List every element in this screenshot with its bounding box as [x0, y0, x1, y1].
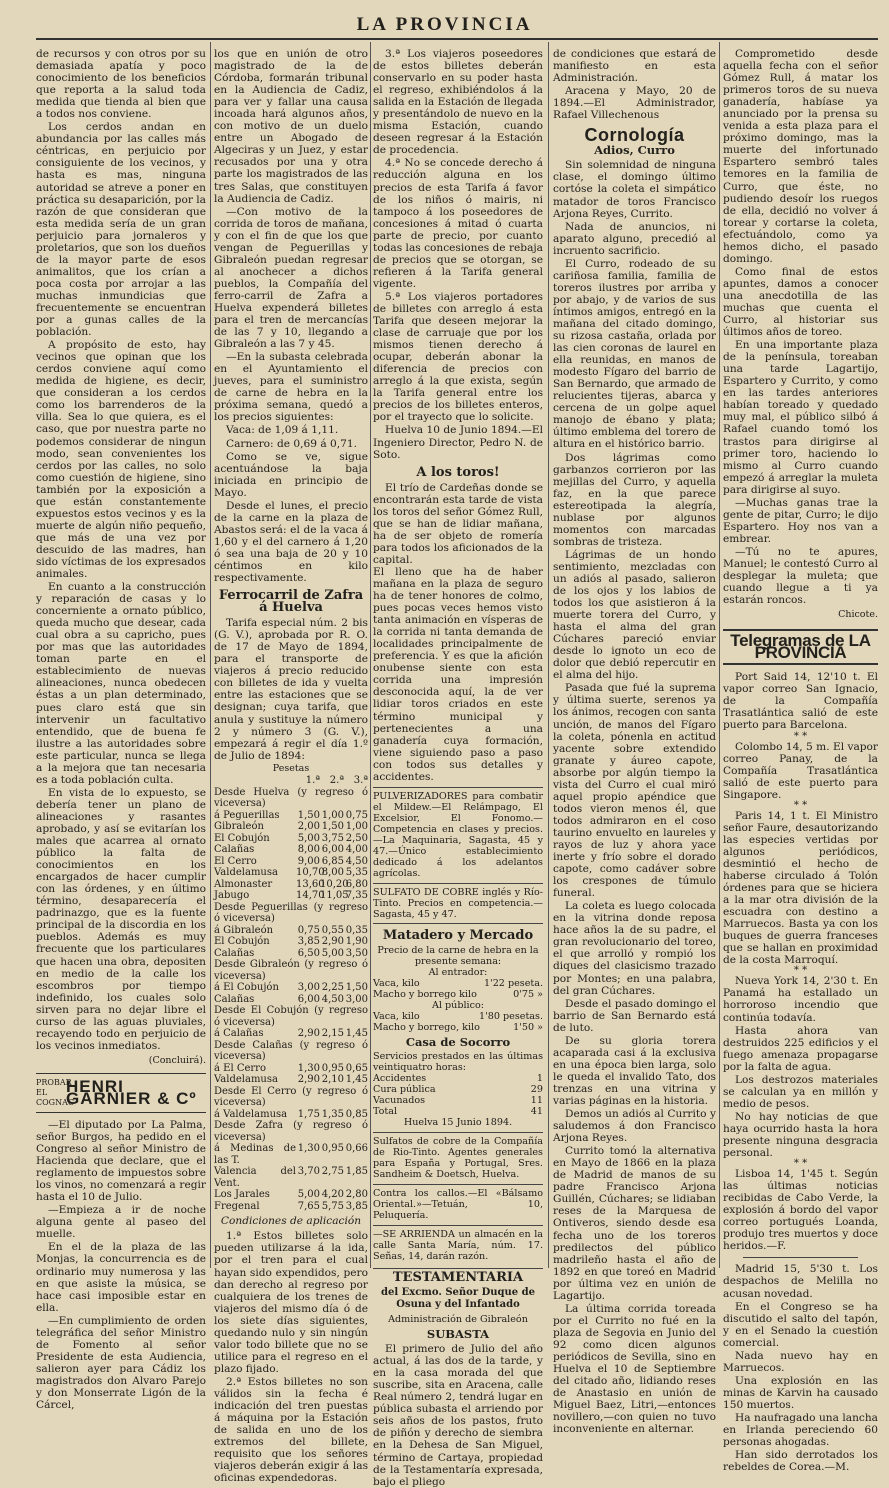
classified-ad: SULFATO DE COBRE inglés y Río-Tinto. Precios en competencia.—Sagasta, 45 y 47. — [373, 883, 543, 924]
fare-price: 2,00 — [297, 821, 320, 833]
fare-station: á Medinas de las T. — [214, 1143, 296, 1166]
fare-price: 2,15 — [321, 1028, 344, 1040]
fare-price: 3,00 — [297, 982, 320, 994]
column-3 — [373, 48, 543, 1488]
telegram: No hay noticias de que haya ocurrido hasta la hora presente ninguna desgracia personal. — [723, 1110, 878, 1160]
telegram: Los destrozos materiales se calculan ya en millón y medio de pesos. — [723, 1073, 878, 1110]
fare-price: 1,90 — [345, 936, 368, 948]
fare-price: 10,20 — [320, 878, 349, 890]
section-intro: Servicios prestados en las últimas veintiquatro horas: — [373, 1050, 543, 1073]
section-title: Telegramas de LA PROVINCIA — [723, 629, 878, 665]
column-divider — [719, 42, 720, 1268]
fare-row — [214, 1074, 368, 1086]
price-list — [373, 1011, 543, 1033]
article-paragraph: Dos lágrimas como garbanzos corrieron por las mejillas del Curro, y aquella faz, en la que parece estereotipada la alegría, nublase por algunos momentos con marcadas sombras de tristeza. — [553, 451, 716, 548]
fare-row — [214, 982, 368, 994]
article-paragraph: Desde el lunes, el precio de la carne en la plaza de Abastos será: el de la vaca á 1,60 y el del carnero á 1,20 ó sea una baja de 20 y 10 céntimos en kilo respectivamente. — [214, 499, 368, 585]
fare-row — [214, 925, 368, 937]
fare-row — [214, 890, 368, 902]
article-paragraph: Como final de estos apuntes, damos a conocer una anecdotilla de las muchas que cuenta el Curro, al historiar sus últimos años de toreo. — [723, 265, 878, 339]
classified-ad: Contra los callos.—El «Bálsamo Oriental.»—Tetuán, 10, Peluquería. — [373, 1184, 543, 1221]
article-paragraph: Desde el pasado domingo el barrio de San Bernardo está de luto. — [553, 997, 716, 1034]
article-paragraph: —En la subasta celebrada en el Ayuntamiento el jueves, para el suministro de carne de hebra en la próxima semana, quedó a los precios siguientes: — [214, 351, 368, 424]
fare-price: 3,00 — [345, 993, 368, 1005]
fare-price: 6,80 — [345, 878, 368, 890]
fare-table — [214, 787, 368, 1213]
article-paragraph: —Con motivo de la corrida de toros de mañana, y con el fin de que los que vengan de Peguerillas y Gibraleón puedan regresar al anochecer a dichos pueblos, la Compañía del ferro-carril de Zafra a Huelva expenderá billetes para el tren de mercancías de las 7 y 10, llegando a Gibraleón a las 7 y 45. — [214, 205, 368, 351]
fare-price: 11,05 — [320, 890, 349, 902]
fare-price: 9,00 — [297, 855, 320, 867]
telegram: Lisboa 14, 1'45 t. Según las últimas noticias recibidas de Cabo Verde, la explosión á bordo del vapor correo portugués Loanda, produjo tres muertos y doce heridos.—F. — [723, 1168, 878, 1253]
telegram: Nueva York 14, 2'30 t. En Panamá ha estallado un horroroso incendio que continúa todavía. — [723, 975, 878, 1024]
section-subtitle: del Excmo. Señor Duque de Osuna y del Infantado — [380, 1286, 536, 1310]
fare-price: 4,20 — [321, 1189, 344, 1201]
article-paragraph: los que en unión de otro magistrado de la de Córdoba, formarán tribunal en la Audiencia de Cadiz, para ver y fallar una causa incoada hará algunos años, con motivo de un duelo entre un Abogado de Algeciras y un Juez, y estar recusados por una y otra parte los magistrados de las tres Salas, que constituyen la Audiencia de Cadiz. — [214, 48, 368, 205]
condition: 3.ª Los viajeros poseedores de estos billetes deberán conservarlo en su poder hasta el regreso, exhibiéndolos á la salida en la Estación de llegada y presentándolo de nuevo en la misma Estación, cuando deseen regresar á la Estación de procedencia. — [373, 48, 543, 157]
fare-station: Fregenal — [214, 1200, 260, 1212]
telegram: En el Congreso se ha discutido el salto del tapón, y en el Senado la cuestión comercial. — [723, 1300, 878, 1349]
service-label: Cura pública — [373, 1083, 436, 1095]
price-label: Vaca, kilo — [373, 1010, 420, 1022]
fare-price: 2,50 — [345, 832, 368, 844]
section-subtitle: SUBASTA — [426, 1327, 490, 1342]
fare-price: 5,00 — [321, 947, 344, 959]
service-label: Accidentes — [373, 1072, 427, 1084]
dateline: Huelva 15 Junio 1894. — [403, 1116, 513, 1128]
fare-price: 3,50 — [345, 947, 368, 959]
column-4 — [553, 48, 716, 1436]
fare-price: 2,90 — [297, 1074, 320, 1086]
price-value: 1'50 » — [513, 1021, 543, 1033]
article-paragraph: Lágrimas de un hondo sentimiento, mezcladas con un adiós al pasado, salieron de los ojos y los labios de todos los que asistieron á la muerte torera del Curro, y hasta el alma del gran Cúchares pareció enviar desde lo ignoto un eco de dolor que debió repercutir en el alma del hijo. — [553, 548, 716, 682]
fare-group-heading: Desde El Cerro (y regreso ó viceversa) — [214, 1085, 368, 1109]
fare-row — [214, 1143, 368, 1166]
fare-price: 0,66 — [345, 1143, 368, 1155]
fare-price: 5,35 — [345, 867, 368, 879]
fare-price: 10,70 — [296, 867, 325, 879]
separator-asterisks: * * — [793, 965, 808, 977]
telegram: Una explosión en las minas de Karvin ha causado 150 muertos. — [723, 1374, 878, 1411]
fare-price: 5,00 — [297, 1189, 320, 1201]
article-paragraph: En vista de lo expuesto, se debería tener un plano de alineaciones y rasantes aprobado, y así se evitarían los males que acarrea al ornato público la falta de conocimientos en los encargados de hacer cumplir con las órdenes, y en último término, desaparecería el padrinazgo, que es la fuente principal de la discordia en los pueblos. Además es muy frecuente que los particulares que hacen una obra, depositen en medio de la calle los escombros por tiempo indefinido, los cuales solo sirven para no dejar libre el curso de las aguas pluviales, recayendo todo en perjuicio de los vecinos inmediatos. — [36, 786, 206, 1052]
fare-price: 7,65 — [297, 1200, 320, 1212]
fare-row — [214, 1201, 368, 1213]
price-value: 1'80 pesetas. — [479, 1010, 543, 1022]
fare-row — [214, 1028, 368, 1040]
price-label: Macho y borrego kilo — [373, 988, 477, 1000]
fare-group-heading: Desde El Cobujón (y regreso ó viceversa) — [214, 1005, 368, 1028]
telegram: Madrid 15, 5'30 t. Los despachos de Melilla no acusan novedad. — [723, 1263, 878, 1300]
fare-price: 1,75 — [297, 1108, 320, 1120]
fare-price: 1,85 — [345, 1166, 368, 1178]
fare-station: El Cobujón — [214, 936, 270, 948]
price-label: Macho y borrego, kilo — [373, 1021, 480, 1033]
fare-price: 0,95 — [321, 1062, 344, 1074]
fare-row — [214, 856, 368, 868]
fare-station: Almonaster — [214, 878, 273, 890]
column-5 — [723, 48, 878, 1474]
section-title: A los toros! — [416, 464, 500, 480]
fare-row — [214, 879, 368, 891]
separator-asterisks: * * — [793, 799, 808, 811]
fare-price: 6,00 — [321, 844, 344, 856]
fare-price: 5,75 — [321, 1200, 344, 1212]
condition: 1.ª Estos billetes solo pueden utilizarse á la ida, por el tren para el cual hayan sido expendidos, pero dan derecho al regreso por cualquiera de los trenes de viajeros del mismo día ó de los siete días siguientes, quedando nulo y sin ningún valor todo billete que no se utilice para el regreso en el plazo fijado. — [214, 1230, 368, 1375]
article-paragraph: Vaca: de 1,09 á 1,11. — [226, 424, 339, 437]
column-divider — [370, 42, 371, 1268]
fare-price: 6,85 — [321, 855, 344, 867]
classified-ad: —SE ARRIENDA un almacén en la calle Santa María, núm. 17. Señas, 14, darán razón. — [373, 1225, 543, 1262]
fare-group-heading: Desde Huelva (y regreso ó viceversa) — [214, 786, 368, 810]
fare-station: Los Jarales — [214, 1189, 270, 1201]
article-paragraph: La coleta es luego colocada en la vitrina donde reposa hace años la de su padre, el gran revolucionario del toreo, el que arrolló y rompió los diques del clasicismo trazado por Montes; en una palabra, del gran Cúchares. — [553, 900, 716, 997]
section-subtitle: Adios, Curro — [594, 143, 675, 158]
fare-row — [214, 1063, 368, 1075]
dateline: Aracena y Mayo, 20 de 1894.—El Administrador, Rafael Villechenous — [553, 85, 716, 122]
fare-station: á Peguerillas — [214, 809, 280, 821]
separator-asterisks: * * — [793, 730, 808, 742]
section-title: TESTAMENTARIA — [373, 1268, 543, 1284]
classified-ad: Sulfatos de cobre de la Compañía de Rio-Tinto. Agentes generales para España y Portugal, Sres. Sandheim & Doetsch, Huelva. — [373, 1132, 543, 1180]
service-count: 11 — [530, 1094, 543, 1106]
services-list — [373, 1073, 543, 1117]
fare-price: 2,25 — [321, 982, 344, 994]
telegram: Colombo 14, 5 m. El vapor correo Panay, de la Compañía Trasatlántica salió de este puerto para Singapore. — [723, 740, 878, 801]
article-paragraph: Comprometido desde aquella fecha con el señor Gómez Rull, á matar los primeros toros de su nueva ganadería, habíase ya anunciado por la prensa su venida a esta plaza para el próximo domingo, mas la muerte del infortunado Espartero sembró tales temores en la familia de Curro, que éste, no pudiendo desoír los ruegos de ella, decidió no volver á torear y cortarse la coleta, efectuándolo, como ya hemos dicho, el pasado domingo. — [723, 48, 878, 265]
fare-price: 0,95 — [321, 1143, 344, 1155]
fare-price: 3,70 — [297, 1166, 320, 1178]
fare-price: 1,30 — [297, 1062, 320, 1074]
table-caption: Pesetas — [272, 762, 310, 774]
fare-station: Valencia del Vent. — [214, 1166, 296, 1189]
article-paragraph: El Curro, rodeado de su cariñosa familia, familia de toreros ilustres por arriba y por abajo, y de varios de sus íntimos amigos, entregó en la mañana del citado domingo, su rizosa castaña, orlada por las cien coronas de laurel en ella reunidas, en manos de modesto Fígaro del barrio de San Bernardo, que armado de relucientes tijeras, abarca y cercena de un golpe aquel manojo de ébano y plata; último emblema del torero de altura en el histórico barrio. — [553, 257, 716, 451]
fare-price: 14,70 — [296, 890, 325, 902]
article-signature: (Concluirá). — [148, 1054, 206, 1066]
column-1 — [36, 48, 206, 1412]
fare-station: Calañas — [214, 993, 255, 1005]
ad-brand: HENRI GARNIER & Cº — [66, 1076, 197, 1108]
article-paragraph: Currito tomó la alternativa en Mayo de 1866 en la plaza de Madrid de manos de su padre Francisco Arjona Guillén, Cúchares; se lidiaban reses de la Marquesa de Ontiveros, siendo desde esa fecha uno de los toreros predilectos del público madrileño hasta el año de 1892 en que toreó en Madrid por última vez en unión de Lagartijo. — [553, 1145, 716, 1302]
fare-group-heading: Desde Zafra (y regreso ó viceversa) — [214, 1120, 368, 1143]
fare-price: 2,90 — [321, 936, 344, 948]
fare-price: 2,75 — [321, 1166, 344, 1178]
article-paragraph: El trío de Cardeñas donde se encontrarán esta tarde de vista los toros del señor Gómez Rull, que se han de lidiar mañana, ha de ser objeto de romería para todos los aficionados de la capital. El lleno que ha de haber mañana en la plaza de seguro ha de tener honores de colmo, pues pocas veces hemos visto tanta animación en vísperas de la corrida ni tanta demanda de localidades principalmente de preferencia. Y es que la afición onubense siente con esta corrida una impresión desconocida aquí, la de ver lidiar toros criados en este término municipal y pertenecientes a una ganadería cuya formación, viene siguiendo paso a paso con todos sus detalles y accidentes. — [373, 481, 543, 783]
article-paragraph: El primero de Julio del año actual, á las dos de la tarde, y en la casa morada del que suscribe, sita en Aracena, calle Real número 2, tendrá lugar en pública subasta el arriendo por seis años de los pastos, fruto de piñón y derecho de siembra en la Dehesa de San Miguel, término de Cartaya, propiedad de la Testamentaría expresada, bajo el pliego — [373, 1343, 543, 1488]
section-subtitle: Condiciones de aplicación — [220, 1215, 362, 1228]
masthead-title: LA PROVINCIA — [356, 14, 533, 35]
article-paragraph: —Tú no te apures, Manuel; le contestó Curro al desplegar la muleta; que cuando llegue a ti ya estarán roncos. — [723, 545, 878, 607]
column-divider — [548, 42, 549, 1268]
service-count: 1 — [536, 1072, 543, 1084]
section-title: Ferrocarril de Zafra á Huelva — [218, 588, 364, 616]
section-title: Casa de Socorro — [405, 1034, 511, 1049]
article-paragraph: Demos un adiós al Currito y saludemos á don Francisco Arjona Reyes. — [553, 1108, 716, 1145]
condition: 4.ª No se concede derecho á reducción alguna en los precios de esta Tarifa á favor de los niños ó mairis, ni tampoco á los poseedores de concesiones á mitad ó cuarta parte de precio, por cuanto todas las concesiones de rebaja de precios que se otorgan, se refieren á la Tarifa general vigente. — [373, 157, 543, 290]
column-divider — [210, 42, 211, 1268]
fare-price: 1,45 — [345, 1074, 368, 1086]
fare-row — [214, 936, 368, 948]
telegram: Ha naufragado una lancha en Irlanda pereciendo 60 personas ahogadas. — [723, 1411, 878, 1449]
news-item: —Empieza a ir de noche alguna gente al paseo del muelle. — [36, 1204, 206, 1241]
fare-row — [214, 948, 368, 960]
fare-price: 0,35 — [345, 924, 368, 936]
fare-row — [214, 1189, 368, 1201]
price-heading: Al entrador: — [428, 966, 488, 978]
fare-price: 2,10 — [321, 1074, 344, 1086]
fare-price: 0,75 — [345, 809, 368, 821]
class-label: 1.ª — [305, 774, 320, 786]
article-paragraph: A propósito de esto, hay vecinos que opinan que los cerdos conviene aquí como medida de higiene, es decir, que consideran a los cerdos como los barrenderos de la villa. Sea lo que quiera, es el caso, que por nuestra parte no podemos considerar de ningun modo, sean convenientes los cerdos por las calles, no solo como cuestión de higiene, sino también por la exposición a que están constantemente expuestos estos vecinos y es la muerte de algún niño pequeño, que más de una vez por descuido de las madres, han sido víctimas de los expresados animales. — [36, 339, 206, 581]
fare-price: 1,50 — [321, 821, 344, 833]
fare-price: 3,75 — [321, 832, 344, 844]
fare-price: 13,60 — [296, 878, 325, 890]
fare-group-heading: Desde Gibraleón (y regreso ó viceversa) — [214, 959, 368, 982]
class-header — [214, 775, 368, 787]
article-paragraph: de recursos y con otros por su demasiada apatía y poco conocimiento de los beneficios que reporta a la salud toda medida que tienda al bien que a todos nos conviene. — [36, 48, 206, 121]
fare-price: 6,50 — [297, 947, 320, 959]
news-item: En el de la plaza de las Monjas, la concurrencia es de ordinario muy numerosa y las en que asiste la música, se hace casi imposible estar en ella. — [36, 1241, 206, 1314]
fare-price: 8,00 — [321, 867, 344, 879]
fare-price: 8,00 — [297, 844, 320, 856]
fare-price: 4,50 — [321, 993, 344, 1005]
condition: 2.ª Estos billetes no son válidos sin la fecha é indicación del tren puestas á máquina por la Estación de salida en uno de los extremos del billete, requisito que los señores viajeros deberán exigir á las oficinas expendedoras. — [214, 1375, 368, 1485]
fare-price: 0,65 — [345, 1062, 368, 1074]
price-value: 0'75 » — [513, 988, 543, 1000]
fare-station: á El Cerro — [214, 1062, 266, 1074]
fare-price: 1,35 — [321, 1108, 344, 1120]
article-paragraph: Pasada que fué la suprema y última suerte, serenos ya los ánimos, recogen con santa unción, de manos del Fígaro la coleta, pónenla en actitud yacente sobre extendido granate y áureo capote, absorbe por algún tiempo la vista del Curro el cual miró aquel propio apéndice que todos vieron menos él, que todos admiraron en el coso taurino envuelto en laureles y rayos de luz y ahora yace inerte y frío sobre el dorado capote, como cadáver sobre los crespones de túmulo funeral. — [553, 682, 716, 900]
fare-price: 3,85 — [297, 936, 320, 948]
fare-price: 2,80 — [345, 1189, 368, 1201]
fare-station: á Calañas — [214, 1028, 264, 1040]
fare-station: Jabugo — [214, 890, 250, 902]
column-2 — [214, 48, 368, 1485]
telegram: Han sido derrotados los rebeldes de Corea.—M. — [723, 1449, 878, 1474]
price-list — [373, 978, 543, 1000]
section-title: Cornología — [584, 125, 685, 146]
article-paragraph: De su gloria torera acaparada casi á la exclusiva en una época bien larga, solo le queda el invalido Tato, dos trenzas en una vitrina y varias páginas en la historia. — [553, 1034, 716, 1107]
article-paragraph: Los cerdos andan en abundancia por las calles más céntricas, en perjuicio por consiguiente de los vecinos, y hasta es mas, ninguna autoridad se atreve a poner en práctica su desaparición, por la razón de que consideran que esta medida sería de un gran perjuicio para jornaleros y proletarios, que son los dueños de la mayor parte de esos animalitos, que los crían a poca costa por arrojar a las muchas inmundicias que frecuentemente se encuentran por a gunas calles de la población. — [36, 121, 206, 339]
fare-price: 3,85 — [345, 1200, 368, 1212]
fare-price: 0,85 — [345, 1108, 368, 1120]
fare-station: Calañas — [214, 844, 255, 856]
fare-station: Gibraleón — [214, 821, 264, 833]
fare-row — [214, 810, 368, 822]
header-rule — [36, 38, 878, 40]
fare-station: á El Cobujón — [214, 982, 279, 994]
fare-price: 6,00 — [297, 993, 320, 1005]
fare-station: á Gibraleón — [214, 924, 274, 936]
price-label: Vaca, kilo — [373, 977, 420, 989]
news-item: —En cumplimiento de orden telegráfica del señor Ministro de Fomento al señor Presidente de esta Audiencia, salieron ayer para Cádiz los magistrados don Alvaro Parejo y don Monserrate Ligón de la Cárcel, — [36, 1314, 206, 1412]
cognac-ad — [36, 1073, 206, 1113]
fare-price: 1,50 — [297, 809, 320, 821]
section-intro: Precio de la carne de hebra en la presente semana: — [377, 944, 539, 967]
fare-row — [214, 867, 368, 879]
fare-row — [214, 833, 368, 845]
fare-row — [214, 1166, 368, 1189]
article-paragraph: Carnero: de 0,69 á 0,71. — [226, 437, 357, 450]
separator-rule — [743, 1257, 858, 1258]
fare-price: 7,35 — [345, 890, 368, 902]
fare-price: 5,00 — [297, 832, 320, 844]
fare-price: 1,30 — [297, 1143, 320, 1155]
price-value: 1'22 peseta. — [483, 977, 543, 989]
condition: 5.ª Los viajeros portadores de billetes con arreglo á esta Tarifa que deseen mejorar la clase de carruaje que por los mismos tienen derecho á ocupar, deberán abonar la diferencia de precios con arreglo á la que exista, según la Tarifa general entre los precios de los billetes enteros, por el trayecto que lo solicite. — [373, 290, 543, 424]
fare-station: á Valdelamusa — [214, 1108, 288, 1120]
dateline: Huelva 10 de Junio 1894.—El Ingeniero Director, Pedro N. de Soto. — [373, 424, 543, 461]
article-paragraph: En cuanto a la construcción y reparación de casas y lo concerniente a ornato público, queda mucho que desear, cada cual obra a su capricho, pues por mas que las autoridades toman parte en el establecimiento de nuevas alineaciones, nunca obedecen éstas a un plan determinado, pues claro está que sin intervenir un facultativo entendido, que de buena fe ilustre a las autoridades sobre este particular, nunca se llega a la mejora que tan necesaria es a toda población culta. — [36, 581, 206, 786]
fare-price: 1,45 — [345, 1028, 368, 1040]
fare-row — [214, 821, 368, 833]
class-label: 2.ª — [329, 774, 344, 786]
section-subtitle: Administración de Gibraleón — [388, 1314, 528, 1326]
fare-station: El Cobujón — [214, 832, 270, 844]
fare-price: 1,50 — [345, 982, 368, 994]
telegram: Hasta ahora van destruidos 225 edificios y el fuego amenaza propagarse por la falta de agua. — [723, 1024, 878, 1073]
article-paragraph: Como se ve, sigue acentuándose la baja iniciada en principio de Mayo. — [214, 450, 368, 499]
fare-price: 0,75 — [297, 924, 320, 936]
news-item: —El diputado por La Palma, señor Burgos, ha pedido en el Congreso al señor Ministro de Hacienda que declare, que el reglamento de impuestos sobre los vinos, no comenzará a regir hasta el 10 de Julio. — [36, 1118, 206, 1204]
article-paragraph: de condiciones que estará de manifiesto en esta Administración. — [553, 48, 716, 85]
telegram: Port Said 14, 12'10 t. El vapor correo San Ignacio, de la Compañía Trasatlántica salió de este puerto para Barcelona. — [723, 671, 878, 732]
telegram: Nada nuevo hay en Marruecos. — [723, 1349, 878, 1374]
fare-price: 4,00 — [345, 844, 368, 856]
price-heading: Al público: — [431, 999, 485, 1011]
fare-price: 4,50 — [345, 855, 368, 867]
fare-station: Valdelamusa — [214, 867, 278, 879]
class-label: 3.ª — [353, 774, 368, 786]
service-label: Vacunados — [373, 1094, 426, 1106]
fare-row — [214, 994, 368, 1006]
fare-price: 0,55 — [321, 924, 344, 936]
fare-price: 2,90 — [297, 1028, 320, 1040]
section-title: Matadero y Mercado — [382, 927, 534, 943]
article-paragraph: En una importante plaza de la península, toreaban una tarde Lagartijo, Espartero y Currito, y como en las tardes anteriores habían toreado y quedado muy mal, el público silbó á Rafael cuando tomó los trastos para dirigirse al primer toro, haciendo lo mismo al Curro cuando empezó á arreglar la muleta para dirigirse al suyo. — [723, 339, 878, 496]
fare-price: 1,00 — [321, 809, 344, 821]
fare-row — [214, 844, 368, 856]
fare-row — [214, 1109, 368, 1121]
separator-asterisks: * * — [793, 1158, 808, 1170]
page-header — [0, 0, 889, 34]
ad-small-text: PROBAR EL COGNAC — [36, 1077, 74, 1107]
service-label: Total — [373, 1105, 398, 1117]
service-count: 29 — [530, 1083, 543, 1095]
tariff-intro: Tarifa especial núm. 2 bis (G. V.), aprobada por R. O. de 17 de Mayo de 1894, para el transporte de viajeros á precio reducido con billetes de ida y vuelta entre las estaciones que se designan; cuya tarifa, que anula y sustituye la número 2 y número 3 (G. V.), empezará á regir el día 1.º de Julio de 1894: — [214, 617, 368, 762]
fare-station: Calañas — [214, 947, 255, 959]
fare-station: El Cerro — [214, 855, 257, 867]
article-signature: Chicote. — [838, 609, 878, 621]
telegram: Paris 14, 1 t. El Ministro señor Faure, desautorizando las especies vertidas por algunos periódicos, desmintió el hecho de haberse circulado á Tolón órdenes para que se hiciera a la mar otra división de la escuadra con destino a Marruecos. Basta ya con los buques de guerra franceses que se hallan en proximidad de la costa Marroquí. — [723, 809, 878, 967]
article-paragraph: Nada de anuncios, ni aparato alguno, precedió al incruento sacrificio. — [553, 220, 716, 257]
fare-price: 1,00 — [345, 821, 368, 833]
classified-ad: PULVERIZADORES para combatir el Mildew.—El Relámpago, El Excelsior, El Fonomo.—Competencia en clases y precios.—La Maquinaria, Sagasta, 45 y 47.—Único establecimiento dedicado á los adelantos agrícolas. — [373, 787, 543, 879]
article-paragraph: Sin solemnidad de ninguna clase, el domingo último cortóse la coleta el simpático matador de toros Francisco Arjona Reyes, Currito. — [553, 159, 716, 220]
fare-group-heading: Desde Calañas (y regreso ó viceversa) — [214, 1039, 368, 1063]
fare-group-heading: Desde Peguerillas (y regreso ó viceversa) — [214, 901, 368, 925]
article-paragraph: —Muchas ganas trae la gente de pitar, Curro; le dijo Espartero. Hoy nos van a embrear. — [723, 496, 878, 545]
article-paragraph: La última corrida toreada por el Currito no fué en la plaza de Segovia en Junio del 92 como dicen algunos periódicos de Sevilla, sino en Huelva el 10 de Septiembre del citado año, lidiando reses de Anastasio en unión de Miguel Baez, Litri,—entonces novillero,—con quien no tuvo inconveniente en alternar. — [553, 1302, 716, 1436]
service-count: 41 — [530, 1105, 543, 1117]
fare-station: Valdelamusa — [214, 1074, 278, 1086]
